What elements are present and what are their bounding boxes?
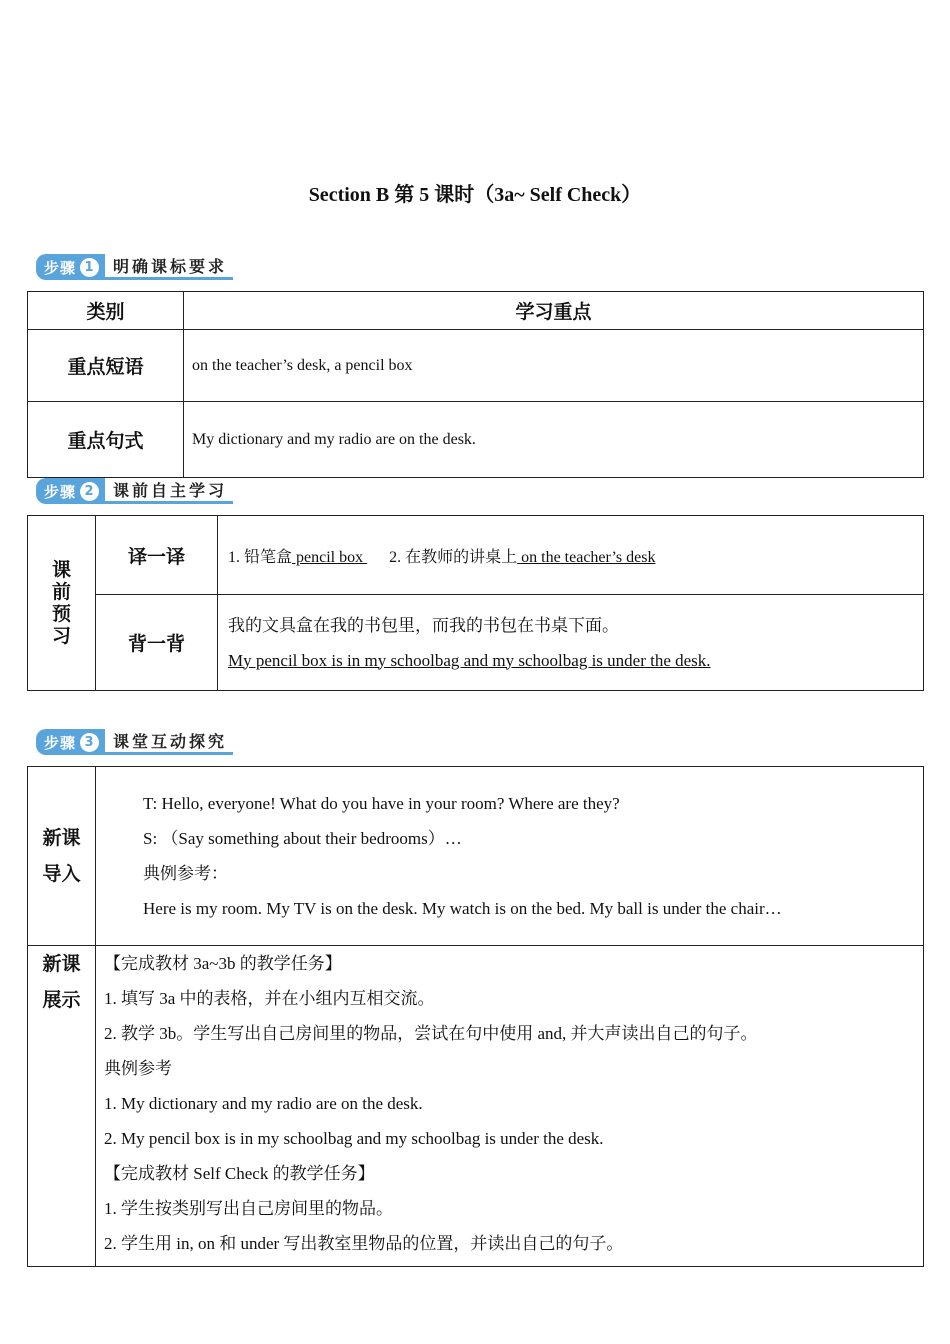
- key-sentences-text: My dictionary and my radio are on the desk.: [184, 402, 924, 478]
- intro-content: [96, 767, 924, 946]
- presentation-line: 【完成教材 Self Check 的教学任务】: [104, 1164, 375, 1183]
- item1-answer: pencil box: [292, 548, 368, 566]
- classroom-table: [27, 766, 924, 1267]
- preview-table: [27, 515, 924, 691]
- page-title: Section B 第 5 课时（3a~ Self Check）: [308, 184, 642, 206]
- recite-english: My pencil box is in my schoolbag and my schoolbag is under the desk.: [228, 650, 711, 670]
- intro-line: 典例参考：: [143, 864, 228, 883]
- presentation-line: 1. My dictionary and my radio are on the desk.: [104, 1094, 423, 1113]
- presentation-label: 新课展示: [28, 946, 96, 1267]
- intro-label: 新课导入: [28, 767, 96, 946]
- step-badge-2: [36, 478, 233, 504]
- intro-line: S: （Say something about their bedrooms）…: [143, 829, 462, 848]
- course-requirements-table: [27, 291, 924, 478]
- intro-line: T: Hello, everyone! What do you have in your room? Where are they?: [143, 794, 620, 813]
- presentation-line: 2. My pencil box is in my schoolbag and my schoolbag is under the desk.: [104, 1129, 604, 1148]
- step-label: 明确课标要求: [105, 254, 233, 280]
- presentation-line: 1. 学生按类别写出自己房间里的物品。: [104, 1199, 393, 1218]
- item2-chinese: 2. 在教师的讲桌上: [389, 548, 518, 566]
- header-category: 类别: [28, 292, 184, 330]
- intro-line: Here is my room. My TV is on the desk. My watch is on the bed. My ball is under the chair…: [143, 899, 782, 918]
- key-phrases-label: 重点短语: [28, 330, 184, 402]
- step-badge-1: [36, 254, 233, 280]
- step-label: 课堂互动探究: [105, 729, 233, 755]
- step-tag: 步骤: [44, 258, 77, 277]
- item1-chinese: 1. 铅笔盒: [228, 548, 293, 566]
- presentation-line: 【完成教材 3a~3b 的教学任务】: [104, 954, 342, 973]
- key-sentences-label: 重点句式: [28, 402, 184, 478]
- presentation-line: 典例参考: [104, 1059, 172, 1078]
- step-label: 课前自主学习: [105, 478, 233, 504]
- presentation-line: 1. 填写 3a 中的表格，并在小组内互相交流。: [104, 989, 435, 1008]
- presentation-content: [96, 946, 924, 1267]
- step-tag: 步骤: [44, 733, 77, 752]
- item2-answer: on the teacher’s desk: [517, 548, 656, 566]
- presentation-line: 2. 学生用 in, on 和 under 写出教室里物品的位置，并读出自己的句子。: [104, 1234, 624, 1253]
- step-number: 2: [80, 482, 99, 501]
- presentation-line: 2. 教学 3b。学生写出自己房间里的物品，尝试在句中使用 and, 并大声读出自己的句子。: [104, 1024, 758, 1043]
- translate-content: [218, 516, 924, 595]
- step-number: 1: [80, 258, 99, 277]
- recite-chinese: 我的文具盒在我的书包里，而我的书包在书桌下面。: [228, 615, 619, 635]
- key-phrases-text: on the teacher’s desk, a pencil box: [184, 330, 924, 402]
- recite-label: 背一背: [96, 595, 218, 691]
- step-badge-3: [36, 729, 233, 755]
- header-learning-focus: 学习重点: [184, 292, 924, 330]
- step-number: 3: [80, 733, 99, 752]
- step-tag: 步骤: [44, 482, 77, 501]
- preview-side-label: 课前预习: [28, 516, 96, 691]
- recite-content: [218, 595, 924, 691]
- translate-label: 译一译: [96, 516, 218, 595]
